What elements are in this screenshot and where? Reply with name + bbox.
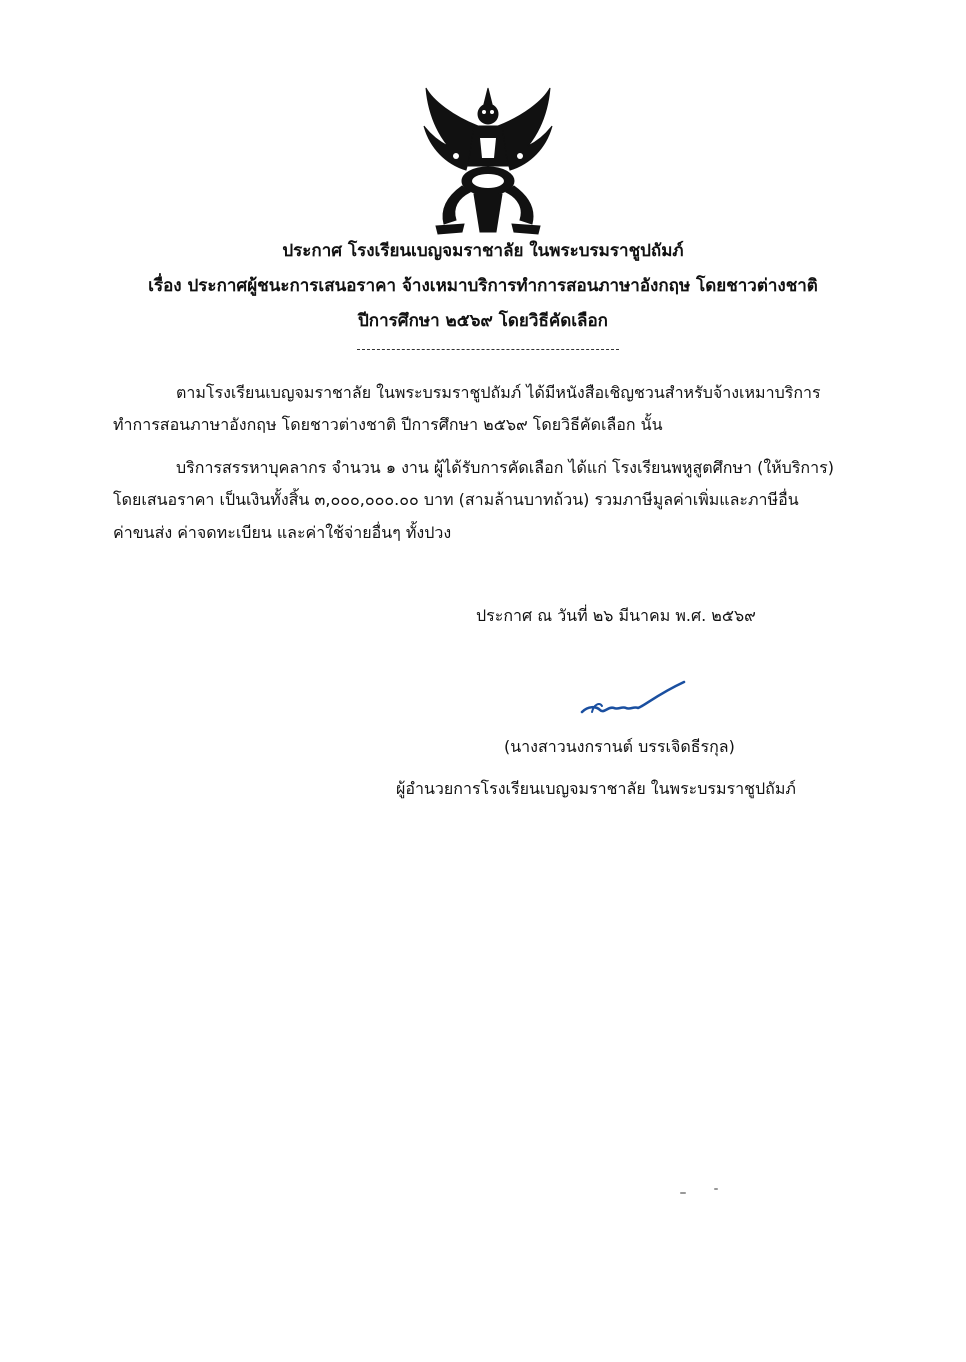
announcement-title: ประกาศ โรงเรียนเบญจมราชาลัย ในพระบรมราชูปถัมภ์ — [282, 241, 684, 261]
paragraph-2-line-1: บริการสรรหาบุคลากร จำนวน ๑ งาน ผู้ได้รับการคัดเลือก ได้แก่ โรงเรียนพหูสูตศึกษา (ให้บริการ) — [176, 458, 834, 477]
paragraph-2-line-3: ค่าขนส่ง ค่าจดทะเบียน และค่าใช้จ่ายอื่นๆ ทั้งปวง — [113, 523, 452, 542]
paragraph-1-line-2: ทำการสอนภาษาอังกฤษ โดยชาวต่างชาติ ปีการศึกษา ๒๕๖๙ โดยวิธีคัดเลือก นั้น — [113, 415, 663, 434]
scan-speck — [680, 1192, 686, 1194]
announcement-subject: เรื่อง ประกาศผู้ชนะการเสนอราคา จ้างเหมาบริการทำการสอนภาษาอังกฤษ โดยชาวต่างชาติ — [148, 276, 818, 296]
signer-name: (นางสาวนงกรานต์ บรรเจิดธีรกุล) — [504, 737, 735, 756]
handwritten-signature-icon — [578, 676, 688, 720]
announcement-subject-year: ปีการศึกษา ๒๕๖๙ โดยวิธีคัดเลือก — [358, 311, 608, 331]
announcement-date: ประกาศ ณ วันที่ ๒๖ มีนาคม พ.ศ. ๒๕๖๙ — [476, 606, 756, 625]
signer-title: ผู้อำนวยการโรงเรียนเบญจมราชาลัย ในพระบรมราชูปถัมภ์ — [396, 779, 796, 798]
paragraph-1-line-1: ตามโรงเรียนเบญจมราชาลัย ในพระบรมราชูปถัมภ์ ได้มีหนังสือเชิญชวนสำหรับจ้างเหมาบริการ — [176, 383, 821, 402]
garuda-emblem-icon — [418, 86, 558, 236]
scan-speck — [714, 1188, 718, 1190]
header-separator — [357, 349, 619, 350]
paragraph-2-line-2: โดยเสนอราคา เป็นเงินทั้งสิ้น ๓,๐๐๐,๐๐๐.๐๐ บาท (สามล้านบาทถ้วน) รวมภาษีมูลค่าเพิ่มและภาษีอื่น — [113, 490, 799, 509]
